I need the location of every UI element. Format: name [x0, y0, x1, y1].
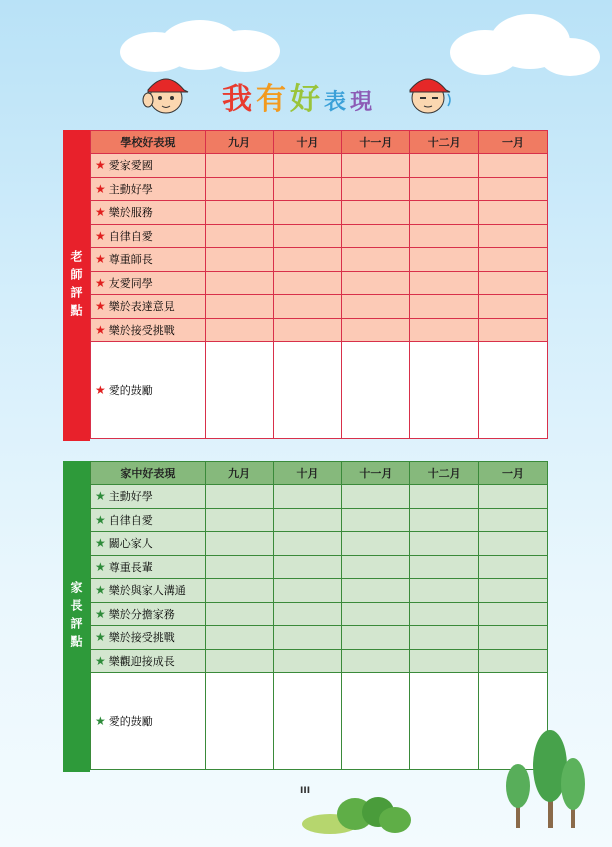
rating-cell[interactable] — [342, 649, 410, 673]
rating-cell[interactable] — [342, 177, 410, 201]
title-char-2: 有 — [256, 82, 290, 117]
rating-cell[interactable] — [410, 649, 479, 673]
rating-cell[interactable] — [479, 649, 548, 673]
star-icon: ★ — [95, 653, 106, 668]
table-row — [91, 154, 548, 178]
rating-cell[interactable] — [410, 248, 479, 272]
table-row — [91, 626, 548, 650]
rating-cell[interactable] — [205, 177, 273, 201]
page-title — [222, 74, 376, 118]
comment-cell[interactable] — [205, 342, 273, 439]
teacher-col-header: 十一月 — [342, 131, 410, 154]
star-icon: ★ — [95, 158, 106, 173]
rating-cell[interactable] — [342, 579, 410, 603]
comment-cell[interactable] — [342, 673, 410, 770]
rating-cell[interactable] — [479, 485, 548, 509]
rating-cell[interactable] — [342, 485, 410, 509]
encouragement-row — [91, 342, 548, 439]
rating-cell[interactable] — [273, 579, 342, 603]
rating-cell[interactable] — [410, 579, 479, 603]
page-header — [0, 60, 612, 120]
rating-cell[interactable] — [479, 532, 548, 556]
rating-cell[interactable] — [479, 318, 548, 342]
table-row — [91, 248, 548, 272]
rating-cell[interactable] — [273, 271, 342, 295]
rating-cell[interactable] — [205, 508, 273, 532]
parent-col-header: 九月 — [205, 462, 273, 485]
rating-cell[interactable] — [342, 201, 410, 225]
row-label: 關心家人 — [108, 537, 153, 551]
rating-cell[interactable] — [410, 485, 479, 509]
star-icon: ★ — [95, 606, 106, 621]
star-icon: ★ — [95, 252, 106, 267]
rating-cell[interactable] — [410, 154, 479, 178]
row-label: 樂於分擔家務 — [108, 607, 175, 621]
table-row — [91, 508, 548, 532]
star-icon: ★ — [95, 322, 106, 337]
comment-cell[interactable] — [273, 673, 342, 770]
rating-cell[interactable] — [479, 224, 548, 248]
rating-cell[interactable] — [410, 295, 479, 319]
rating-cell[interactable] — [479, 295, 548, 319]
parent-sidebar: 家長評點 — [63, 461, 90, 772]
row-label: 自律自愛 — [108, 513, 153, 527]
table-row — [91, 649, 548, 673]
rating-cell[interactable] — [410, 271, 479, 295]
table-row — [91, 555, 548, 579]
star-icon: ★ — [95, 299, 106, 314]
rating-cell[interactable] — [205, 602, 273, 626]
parent-col-header: 一月 — [479, 462, 548, 485]
rating-cell[interactable] — [273, 555, 342, 579]
teacher-section — [63, 130, 548, 441]
star-icon: ★ — [95, 205, 106, 220]
row-label: 愛的鼓勵 — [108, 715, 153, 728]
rating-cell[interactable] — [479, 248, 548, 272]
star-icon: ★ — [95, 383, 106, 397]
rating-cell[interactable] — [342, 295, 410, 319]
row-label: 主動好學 — [108, 182, 153, 196]
rating-cell[interactable] — [273, 295, 342, 319]
rating-cell[interactable] — [205, 295, 273, 319]
rating-cell[interactable] — [479, 508, 548, 532]
rating-cell[interactable] — [479, 154, 548, 178]
row-label: 樂於表達意見 — [108, 300, 175, 314]
teacher-col-header: 一月 — [479, 131, 548, 154]
rating-cell[interactable] — [342, 154, 410, 178]
title-char-5: 現 — [350, 90, 377, 115]
title-char-4: 表 — [324, 90, 351, 115]
star-icon: ★ — [95, 512, 106, 527]
rating-cell[interactable] — [410, 177, 479, 201]
row-label: 樂於接受挑戰 — [108, 631, 175, 645]
teacher-table — [90, 130, 548, 439]
rating-cell[interactable] — [273, 201, 342, 225]
rating-cell[interactable] — [205, 626, 273, 650]
rating-cell[interactable] — [342, 602, 410, 626]
title-char-1: 我 — [222, 82, 256, 117]
trees-icon — [505, 728, 595, 830]
table-row — [91, 318, 548, 342]
rating-cell[interactable] — [342, 271, 410, 295]
row-label: 主動好學 — [108, 490, 153, 504]
star-icon: ★ — [95, 275, 106, 290]
star-icon: ★ — [95, 228, 106, 243]
rating-cell[interactable] — [410, 626, 479, 650]
table-row — [91, 224, 548, 248]
comment-cell[interactable] — [273, 342, 342, 439]
parent-col-header: 十一月 — [342, 462, 410, 485]
rating-cell[interactable] — [342, 626, 410, 650]
teacher-col-header: 九月 — [205, 131, 273, 154]
rating-cell[interactable] — [205, 579, 273, 603]
page-number: III — [300, 786, 311, 796]
comment-cell[interactable] — [479, 342, 548, 439]
rating-cell[interactable] — [273, 626, 342, 650]
bush-icon — [300, 792, 415, 837]
parent-section — [63, 461, 548, 772]
rating-cell[interactable] — [205, 224, 273, 248]
rating-cell[interactable] — [273, 485, 342, 509]
boy-listening-icon — [404, 68, 454, 118]
rating-cell[interactable] — [205, 248, 273, 272]
rating-cell[interactable] — [273, 224, 342, 248]
rating-cell[interactable] — [410, 532, 479, 556]
rating-cell[interactable] — [479, 201, 548, 225]
table-row — [91, 177, 548, 201]
row-label: 樂於服務 — [108, 206, 153, 220]
table-row — [91, 271, 548, 295]
teacher-sidebar: 老師評點 — [63, 130, 90, 441]
star-icon: ★ — [95, 630, 106, 645]
row-label: 尊重師長 — [108, 253, 153, 267]
rating-cell[interactable] — [205, 318, 273, 342]
rating-cell[interactable] — [342, 224, 410, 248]
rating-cell[interactable] — [273, 248, 342, 272]
rating-cell[interactable] — [342, 248, 410, 272]
rating-cell[interactable] — [410, 508, 479, 532]
title-char-3: 好 — [290, 82, 324, 117]
rating-cell[interactable] — [410, 318, 479, 342]
rating-cell[interactable] — [342, 318, 410, 342]
star-icon: ★ — [95, 559, 106, 574]
rating-cell[interactable] — [205, 201, 273, 225]
star-icon: ★ — [95, 489, 106, 504]
star-icon: ★ — [95, 181, 106, 196]
rating-cell[interactable] — [479, 177, 548, 201]
row-label: 尊重長輩 — [108, 560, 153, 574]
table-row — [91, 201, 548, 225]
rating-cell[interactable] — [273, 177, 342, 201]
parent-col-header: 十月 — [273, 462, 342, 485]
rating-cell[interactable] — [479, 579, 548, 603]
rating-cell[interactable] — [410, 555, 479, 579]
rating-cell[interactable] — [342, 555, 410, 579]
table-row — [91, 602, 548, 626]
rating-cell[interactable] — [273, 154, 342, 178]
comment-cell[interactable] — [205, 673, 273, 770]
rating-cell[interactable] — [410, 602, 479, 626]
rating-cell[interactable] — [205, 555, 273, 579]
comment-cell[interactable] — [410, 673, 479, 770]
rating-cell[interactable] — [410, 201, 479, 225]
row-label: 樂於與家人溝通 — [108, 584, 186, 598]
rating-cell[interactable] — [410, 224, 479, 248]
rating-cell[interactable] — [273, 532, 342, 556]
star-icon: ★ — [95, 583, 106, 598]
row-label: 愛家愛國 — [108, 159, 153, 173]
row-label: 自律自愛 — [108, 229, 153, 243]
table-row — [91, 532, 548, 556]
teacher-col-header: 學校好表現 — [91, 131, 206, 154]
rating-cell[interactable] — [273, 602, 342, 626]
rating-cell[interactable] — [205, 532, 273, 556]
boy-waving-icon — [140, 68, 190, 118]
comment-cell[interactable] — [410, 342, 479, 439]
rating-cell[interactable] — [205, 485, 273, 509]
rating-cell[interactable] — [205, 154, 273, 178]
comment-cell[interactable] — [342, 342, 410, 439]
row-label: 樂於接受挑戰 — [108, 323, 175, 337]
row-label: 樂觀迎接成長 — [108, 654, 175, 668]
parent-col-header: 十二月 — [410, 462, 479, 485]
rating-cell[interactable] — [273, 318, 342, 342]
rating-cell[interactable] — [479, 555, 548, 579]
table-row — [91, 295, 548, 319]
star-icon: ★ — [95, 714, 106, 728]
encouragement-row — [91, 673, 548, 770]
row-label: 愛的鼓勵 — [108, 384, 153, 397]
table-row — [91, 579, 548, 603]
teacher-col-header: 十二月 — [410, 131, 479, 154]
teacher-col-header: 十月 — [273, 131, 342, 154]
rating-cell[interactable] — [342, 532, 410, 556]
rating-cell[interactable] — [479, 626, 548, 650]
rating-cell[interactable] — [273, 508, 342, 532]
rating-cell[interactable] — [205, 271, 273, 295]
rating-cell[interactable] — [205, 649, 273, 673]
row-label: 友愛同學 — [108, 276, 153, 290]
star-icon: ★ — [95, 536, 106, 551]
rating-cell[interactable] — [273, 649, 342, 673]
rating-cell[interactable] — [479, 271, 548, 295]
parent-table — [90, 461, 548, 770]
parent-col-header: 家中好表現 — [91, 462, 206, 485]
rating-cell[interactable] — [342, 508, 410, 532]
rating-cell[interactable] — [479, 602, 548, 626]
table-row — [91, 485, 548, 509]
